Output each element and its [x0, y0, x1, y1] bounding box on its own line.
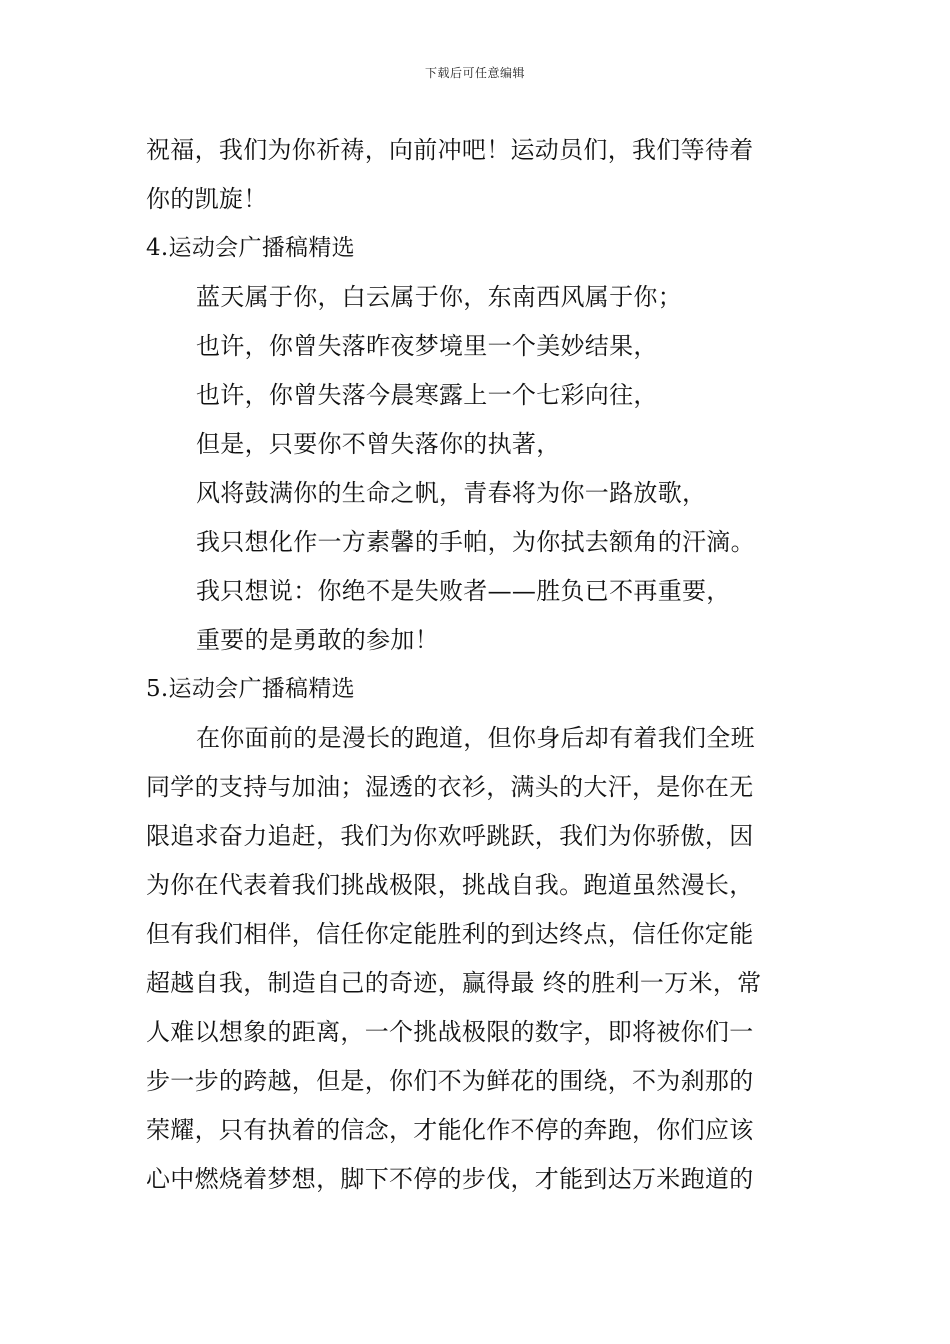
document-body	[146, 126, 811, 1204]
paragraph-line: 为你在代表着我们挑战极限，挑战自我。跑道虽然漫长，	[146, 871, 754, 899]
verse-line: 我只想说：你绝不是失败者——胜负已不再重要，	[196, 577, 731, 605]
paragraph-line: 你的凯旋！	[146, 185, 268, 213]
verse-line: 也许，你曾失落昨夜梦境里一个美妙结果，	[196, 332, 658, 360]
paragraph-line: 人难以想象的距离，一个挑战极限的数字，即将被你们一	[146, 1018, 754, 1046]
paragraph-line: 同学的支持与加油；湿透的衣衫，满头的大汗，是你在无	[146, 773, 754, 801]
verse-line: 我只想化作一方素馨的手帕，为你拭去额角的汗滴。	[196, 528, 755, 556]
paragraph-line: 限追求奋力追赶，我们为你欢呼跳跃，我们为你骄傲，因	[146, 822, 754, 850]
paragraph-line: 但有我们相伴，信任你定能胜利的到达终点，信任你定能	[146, 920, 754, 948]
paragraph-line: 荣耀，只有执着的信念，才能化作不停的奔跑，你们应该	[146, 1116, 754, 1144]
section-heading: 5.运动会广播稿精选	[146, 676, 355, 702]
paragraph-line: 祝福，我们为你祈祷，向前冲吧！运动员们，我们等待着	[146, 136, 754, 164]
section-heading: 4.运动会广播稿精选	[146, 235, 355, 261]
paragraph-line: 心中燃烧着梦想，脚下不停的步伐，才能到达万米跑道的	[146, 1165, 754, 1193]
verse-line: 也许，你曾失落今晨寒露上一个七彩向往，	[196, 381, 658, 409]
paragraph-line: 超越自我，制造自己的奇迹，赢得最 终的胜利一万米，常	[146, 969, 762, 997]
paragraph-line: 步一步的跨越，但是，你们不为鲜花的围绕，不为刹那的	[146, 1067, 754, 1095]
verse-line: 风将鼓满你的生命之帆，青春将为你一路放歌，	[196, 479, 707, 507]
verse-line: 重要的是勇敢的参加！	[196, 626, 439, 654]
verse-line: 但是，只要你不曾失落你的执著，	[196, 430, 561, 458]
page-header: 下载后可任意编辑	[424, 66, 525, 80]
paragraph-line: 在你面前的是漫长的跑道，但你身后却有着我们全班	[196, 724, 755, 752]
verse-line: 蓝天属于你，白云属于你，东南西风属于你；	[196, 283, 682, 311]
